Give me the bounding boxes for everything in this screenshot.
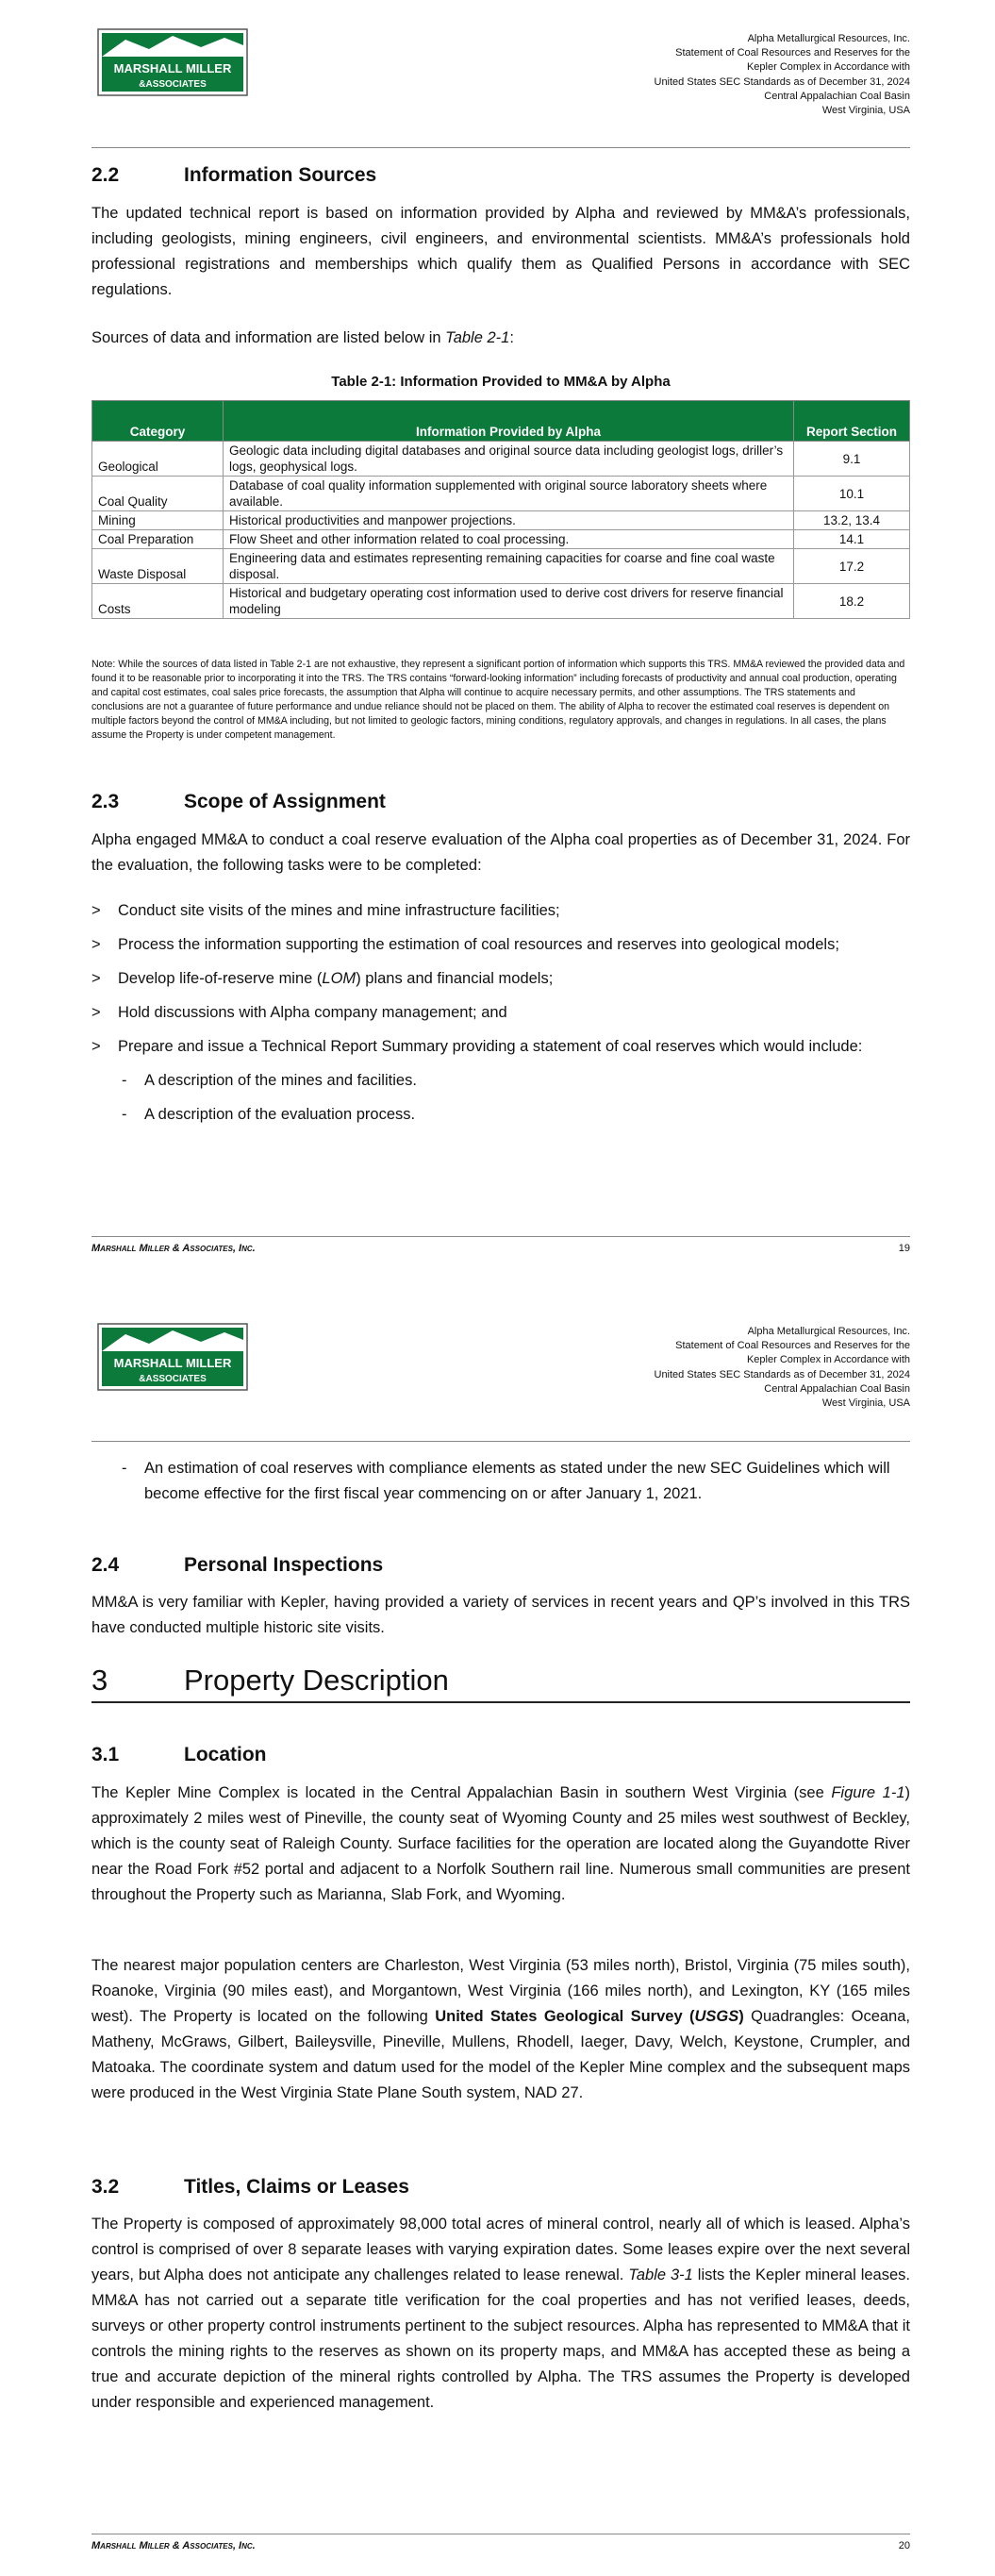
page-header xyxy=(514,32,910,118)
list-item-text: Prepare and issue a Technical Report Summary providing a statement of coal reserves which would include: xyxy=(118,1038,863,1055)
text: The Property is composed of approximately 98,000 total acres of mineral control, nearly all of which is leased. Alpha’s control is comprised of over 8 separate leases with varying expiration dates. Some leases expire over the next several years, but Alpha does not anticipate any challenges related to lease renewal. xyxy=(91,2216,910,2283)
section-heading-3-2 xyxy=(91,2176,409,2199)
abbreviation: USGS xyxy=(694,2008,739,2025)
mma-logo xyxy=(97,1323,248,1391)
text: ) xyxy=(738,2008,744,2025)
paragraph: Alpha engaged MM&A to conduct a coal reserve evaluation of the Alpha coal properties as of December 31, 2024. For the evaluation, the following tasks were to be completed: xyxy=(91,831,910,874)
paragraph xyxy=(91,2212,910,2416)
header-line: West Virginia, USA xyxy=(821,1397,910,1410)
list-item-text: Hold discussions with Alpha company management; and xyxy=(118,1004,507,1021)
list-item-text: Process the information supporting the estimation of coal resources and reserves into geological models; xyxy=(118,936,839,953)
section-title: Location xyxy=(184,1744,267,1765)
chapter-heading-3 xyxy=(91,1664,910,1703)
column-header: Information Provided by Alpha xyxy=(224,401,794,442)
table-reference: Table 2-1 xyxy=(445,329,510,346)
table-row xyxy=(92,584,910,619)
footer-firm: Marshall Miller & Associates, Inc. xyxy=(91,2540,256,2551)
list-item: > Process the information supporting the estimation of coal resources and reserves into geological models; xyxy=(91,936,839,953)
text: The Kepler Mine Complex is located in the Central Appalachian Basin in southern West Virginia (see xyxy=(91,1784,832,1801)
sub-list-item: - A description of the mines and facilities. xyxy=(122,1072,417,1089)
text: lists the Kepler mineral leases. MM&A has not carried out a separate title verification for the coal properties and has not verified leases, deeds, surveys or other property control instruments pertinent to the subject resources. Alpha has represented to MM&A that it controls the mining rights to the reserves as shown on its property maps, and MM&A has accepted these as being a true and accurate depiction of the mineral rights controlled by Alpha. The TRS assumes the Property is developed under responsible and experienced management. xyxy=(91,2267,910,2411)
header-line: Statement of Coal Resources and Reserves for the xyxy=(675,1340,910,1352)
table-row xyxy=(92,442,910,477)
table-cell: Costs xyxy=(92,584,224,619)
table-row xyxy=(92,530,910,549)
header-line: Alpha Metallurgical Resources, Inc. xyxy=(747,1326,910,1337)
header-line: Alpha Metallurgical Resources, Inc. xyxy=(747,33,910,44)
text: : xyxy=(509,329,514,346)
table-cell: Coal Preparation xyxy=(92,530,224,549)
section-heading-2-4 xyxy=(91,1554,383,1577)
table-cell: 18.2 xyxy=(794,584,910,619)
table-cell: Mining xyxy=(92,511,224,530)
logo-text-line1: MARSHALL MILLER xyxy=(113,61,232,75)
chapter-title: Property Description xyxy=(184,1664,449,1697)
table-cell: 9.1 xyxy=(794,442,910,477)
header-line: Kepler Complex in Accordance with xyxy=(746,61,910,74)
page-number: 20 xyxy=(898,2540,910,2551)
table-row xyxy=(92,477,910,511)
column-header: Report Section xyxy=(794,401,910,442)
table-header-row xyxy=(92,401,910,442)
table-cell: Historical productivities and manpower projections. xyxy=(224,511,794,530)
logo-text-line1: MARSHALL MILLER xyxy=(113,1356,232,1370)
paragraph: MM&A is very familiar with Kepler, having provided a variety of services in recent years and QP’s involved in this TRS have conducted multiple historic site visits. xyxy=(91,1594,910,1636)
section-number: 3.1 xyxy=(91,1744,120,1765)
table-note: Note: While the sources of data listed in Table 2-1 are not exhaustive, they represent a significant portion of information which supports this TRS. MM&A reviewed the provided data and found it to be reasonable prior to incorporating it into the TRS. The TRS contains “forward-looking information” including forecasts of productivity and annual coal production, operating and capital cost estimates, coal sales price forecasts, the assumption that Alpha will continue to acquire necessary permits, and other assumptions. The TRS statements and conclusions are not a guarantee of future performance and undue reliance should not be placed on them. The ability of Alpha to recover the estimated coal reserves is dependent on multiple factors beyond the control of MM&A including, but not limited to geologic factors, mining conditions, regulatory approvals, and changes in regulations. In all cases, the plans assume the Property is under competent management. xyxy=(91,659,905,741)
chapter-number: 3 xyxy=(91,1664,108,1697)
information-sources-table xyxy=(91,400,910,619)
header-divider xyxy=(91,1441,910,1442)
sub-list-item: - An estimation of coal reserves with compliance elements as stated under the new SEC Guidelines which will become effective for the first fiscal year commencing on or after January 1, 2021. xyxy=(122,1460,890,1502)
section-number: 2.3 xyxy=(91,791,120,812)
table-cell: Engineering data and estimates representing remaining capacities for coarse and fine coal waste disposal. xyxy=(224,549,794,584)
table-cell: Geological xyxy=(92,442,224,477)
table-cell: Geologic data including digital databases and original source data including geologist logs, driller’s logs, geophysical logs. xyxy=(224,442,794,477)
section-heading-2-3 xyxy=(91,791,386,813)
abbreviation: LOM xyxy=(322,970,357,987)
list-item-text: An estimation of coal reserves with compliance elements as stated under the new SEC Guidelines which will become effective for the first fiscal year commencing on or after January 1, 2021. xyxy=(144,1460,890,1502)
task-list-continued xyxy=(91,1456,910,1515)
table-reference: Table 3-1 xyxy=(628,2267,693,2283)
section-heading-3-1 xyxy=(91,1744,267,1766)
list-item-text: Conduct site visits of the mines and mine infrastructure facilities; xyxy=(118,902,560,919)
section-number: 2.2 xyxy=(91,164,120,186)
header-line: Kepler Complex in Accordance with xyxy=(746,1354,910,1366)
usgs-term xyxy=(435,2008,744,2025)
text: ) approximately 2 miles west of Pineville, the county seat of Wyoming County and 25 miles west southwest of Beckley, which is the county seat of Raleigh County. Surface facilities for the operation are located along the Guyandotte River near the Road Fork #52 portal and adjacent to a Norfolk Southern rail line. Numerous small communities are present throughout the Property such as Marianna, Slab Fork, and Wyoming. xyxy=(91,1784,910,1903)
list-item-text: ) plans and financial models; xyxy=(356,970,554,987)
figure-reference: Figure 1-1 xyxy=(831,1784,905,1801)
paragraph xyxy=(91,1953,910,2106)
section-number: 2.4 xyxy=(91,1554,120,1576)
text: Quadrangles: Oceana, Matheny, McGraws, Gilbert, Baileysville, Pineville, Mullens, Rhodell, Iaeger, Davy, Welch, Keystone, Crumpler, and Matoaka. The coordinate system and datum used for the model of the Kepler Mine complex and the subsequent maps were produced in the West Virginia State Plane South system, NAD 27. xyxy=(91,2008,910,2101)
sub-list-item: - A description of the evaluation process. xyxy=(122,1106,416,1123)
table-caption: Table 2-1: Information Provided to MM&A by Alpha xyxy=(331,374,671,390)
paragraph xyxy=(91,1781,910,1908)
page-header xyxy=(514,1325,910,1411)
page-footer xyxy=(91,1243,910,1254)
header-line: Central Appalachian Coal Basin xyxy=(764,1382,910,1395)
paragraph xyxy=(91,326,910,351)
page-20 xyxy=(0,1302,995,2576)
table-cell: 14.1 xyxy=(794,530,910,549)
list-item: > Develop life-of-reserve mine (LOM) plans and financial models; xyxy=(91,970,554,987)
table-cell: Flow Sheet and other information related to coal processing. xyxy=(224,530,794,549)
mma-logo xyxy=(97,28,248,96)
table-cell: Waste Disposal xyxy=(92,549,224,584)
table-cell: Database of coal quality information supplemented with original source laboratory sheets where available. xyxy=(224,477,794,511)
header-line: United States SEC Standards as of December 31, 2024 xyxy=(654,75,910,88)
footer-divider xyxy=(91,1236,910,1237)
section-title: Titles, Claims or Leases xyxy=(184,2176,409,2198)
table-cell: Coal Quality xyxy=(92,477,224,511)
paragraph: The updated technical report is based on information provided by Alpha and reviewed by MM&A’s professionals, including geologists, mining engineers, civil engineers, and environmental scientists. MM&A’s professionals hold professional registrations and memberships which qualify them as Qualified Persons in accordance with SEC regulations. xyxy=(91,205,910,298)
section-title: Information Sources xyxy=(184,164,377,186)
list-item: > Prepare and issue a Technical Report Summary providing a statement of coal reserves which would include: xyxy=(91,1038,863,1055)
table-cell: 13.2, 13.4 xyxy=(794,511,910,530)
text: The nearest major population centers are Charleston, West Virginia (53 miles north), Bristol, Virginia (75 miles south), Roanoke, Virginia (90 miles east), and Morgantown, West Virginia (166 miles north), and Lexington, KY (165 miles west). The Property is located on the following xyxy=(91,1957,910,2025)
header-line: Central Appalachian Coal Basin xyxy=(764,90,910,102)
list-item-text: A description of the evaluation process. xyxy=(144,1106,416,1123)
list-item: > Hold discussions with Alpha company management; and xyxy=(91,1004,507,1021)
table-cell: 17.2 xyxy=(794,549,910,584)
header-line: United States SEC Standards as of December 31, 2024 xyxy=(654,1368,910,1380)
table-row xyxy=(92,549,910,584)
table-row xyxy=(92,511,910,530)
footer-firm: Marshall Miller & Associates, Inc. xyxy=(91,1243,256,1254)
page-footer xyxy=(91,2540,910,2551)
header-line: West Virginia, USA xyxy=(821,105,910,117)
table-cell: 10.1 xyxy=(794,477,910,511)
logo-text-line2: &ASSOCIATES xyxy=(139,79,207,90)
logo-text-line2: &ASSOCIATES xyxy=(139,1374,207,1384)
header-line: Statement of Coal Resources and Reserves for the xyxy=(675,47,910,59)
list-item-text: Develop life-of-reserve mine ( xyxy=(118,970,323,987)
task-list xyxy=(91,898,910,1136)
list-item-text: A description of the mines and facilities. xyxy=(144,1072,417,1089)
column-header: Category xyxy=(92,401,224,442)
text: Sources of data and information are listed below in xyxy=(91,329,446,346)
list-item: > Conduct site visits of the mines and mine infrastructure facilities; xyxy=(91,902,560,919)
text: United States Geological Survey ( xyxy=(435,2008,695,2025)
page-number: 19 xyxy=(898,1243,910,1254)
section-title: Personal Inspections xyxy=(184,1554,384,1576)
section-number: 3.2 xyxy=(91,2176,120,2198)
section-title: Scope of Assignment xyxy=(184,791,386,812)
header-divider xyxy=(91,147,910,148)
section-heading-2-2 xyxy=(91,164,376,187)
table-cell: Historical and budgetary operating cost information used to derive cost drivers for reserve financial modeling xyxy=(224,584,794,619)
